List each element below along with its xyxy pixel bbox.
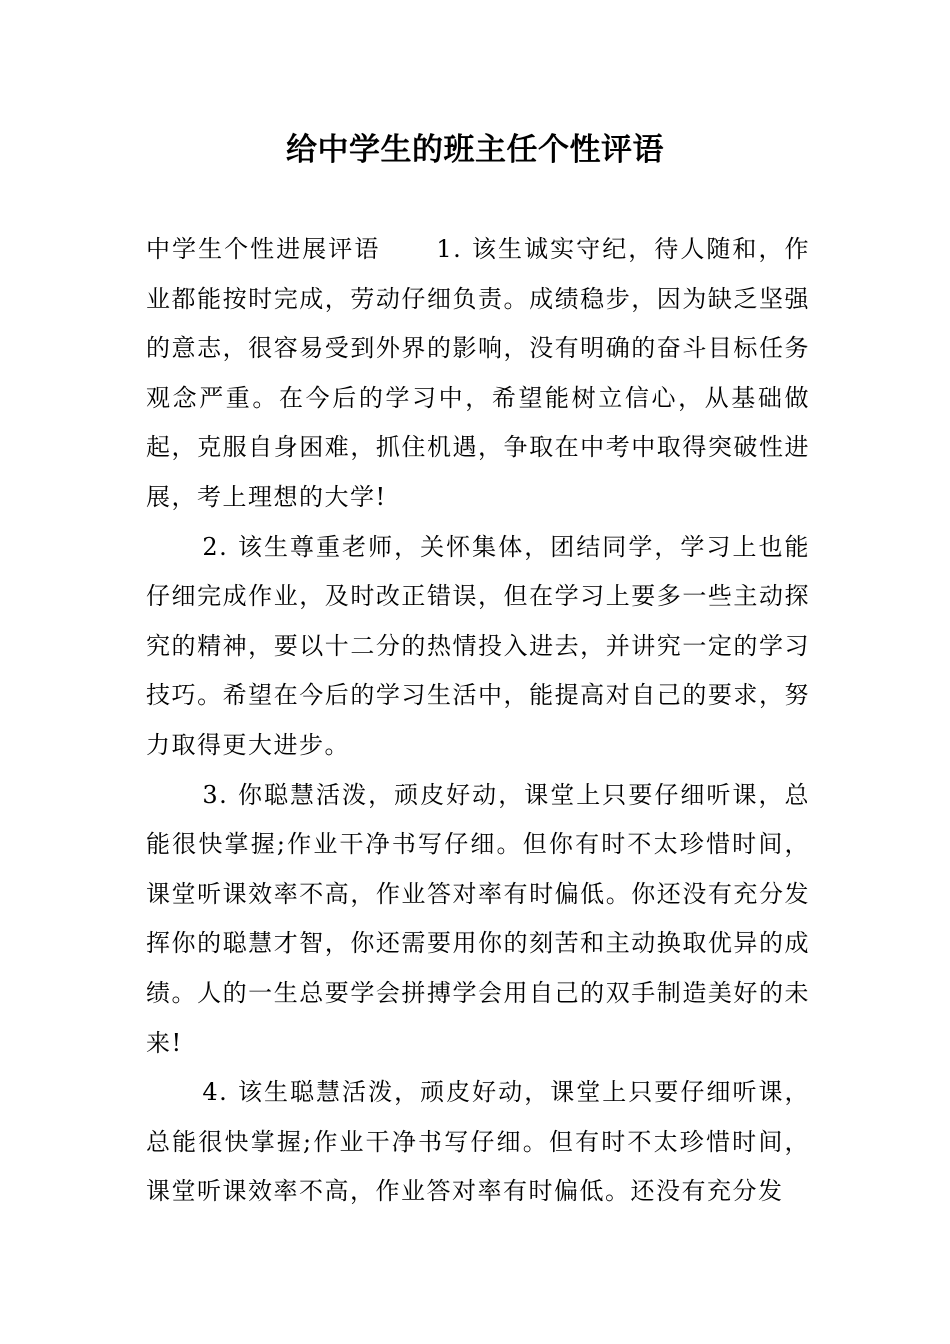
paragraph-4: 4. 该生聪慧活泼，顽皮好动，课堂上只要仔细听课，总能很快掌握;作业干净书写仔细。但有时不太珍惜时间，课堂听课效率不高，作业答对率有时偏低。还没有充分发 <box>146 1078 810 1206</box>
document-title: 给中学生的班主任个性评语 <box>286 132 664 168</box>
paragraph-3: 3. 你聪慧活泼，顽皮好动，课堂上只要仔细听课，总能很快掌握;作业干净书写仔细。但你有时不太珍惜时间，课堂听课效率不高，作业答对率有时偏低。你还没有充分发挥你的聪慧才智，你还需要用你的刻苦和主动换取优异的成绩。人的一生总要学会拼搏学会用自己的双手制造美好的未来! <box>146 780 810 1057</box>
inline-heading: 中学生个性进展评语 <box>146 235 381 263</box>
paragraph-1 <box>146 225 810 523</box>
paragraph-1-text: 1. 该生诚实守纪，待人随和，作业都能按时完成，劳动仔细负责。成绩稳步，因为缺乏坚强的意志，很容易受到外界的影响，没有明确的奋斗目标任务观念严重。在今后的学习中，希望能树立信心，从基础做起，克服自身困难，抓住机遇，争取在中考中取得突破性进展，考上理想的大学! <box>146 235 811 511</box>
paragraph-2: 2. 该生尊重老师，关怀集体，团结同学，学习上也能仔细完成作业，及时改正错误，但在学习上要多一些主动探究的精神，要以十二分的热情投入进去，并讲究一定的学习技巧。希望在今后的学习生活中，能提高对自己的要求，努力取得更大进步。 <box>146 532 810 759</box>
document-body <box>146 225 810 1217</box>
